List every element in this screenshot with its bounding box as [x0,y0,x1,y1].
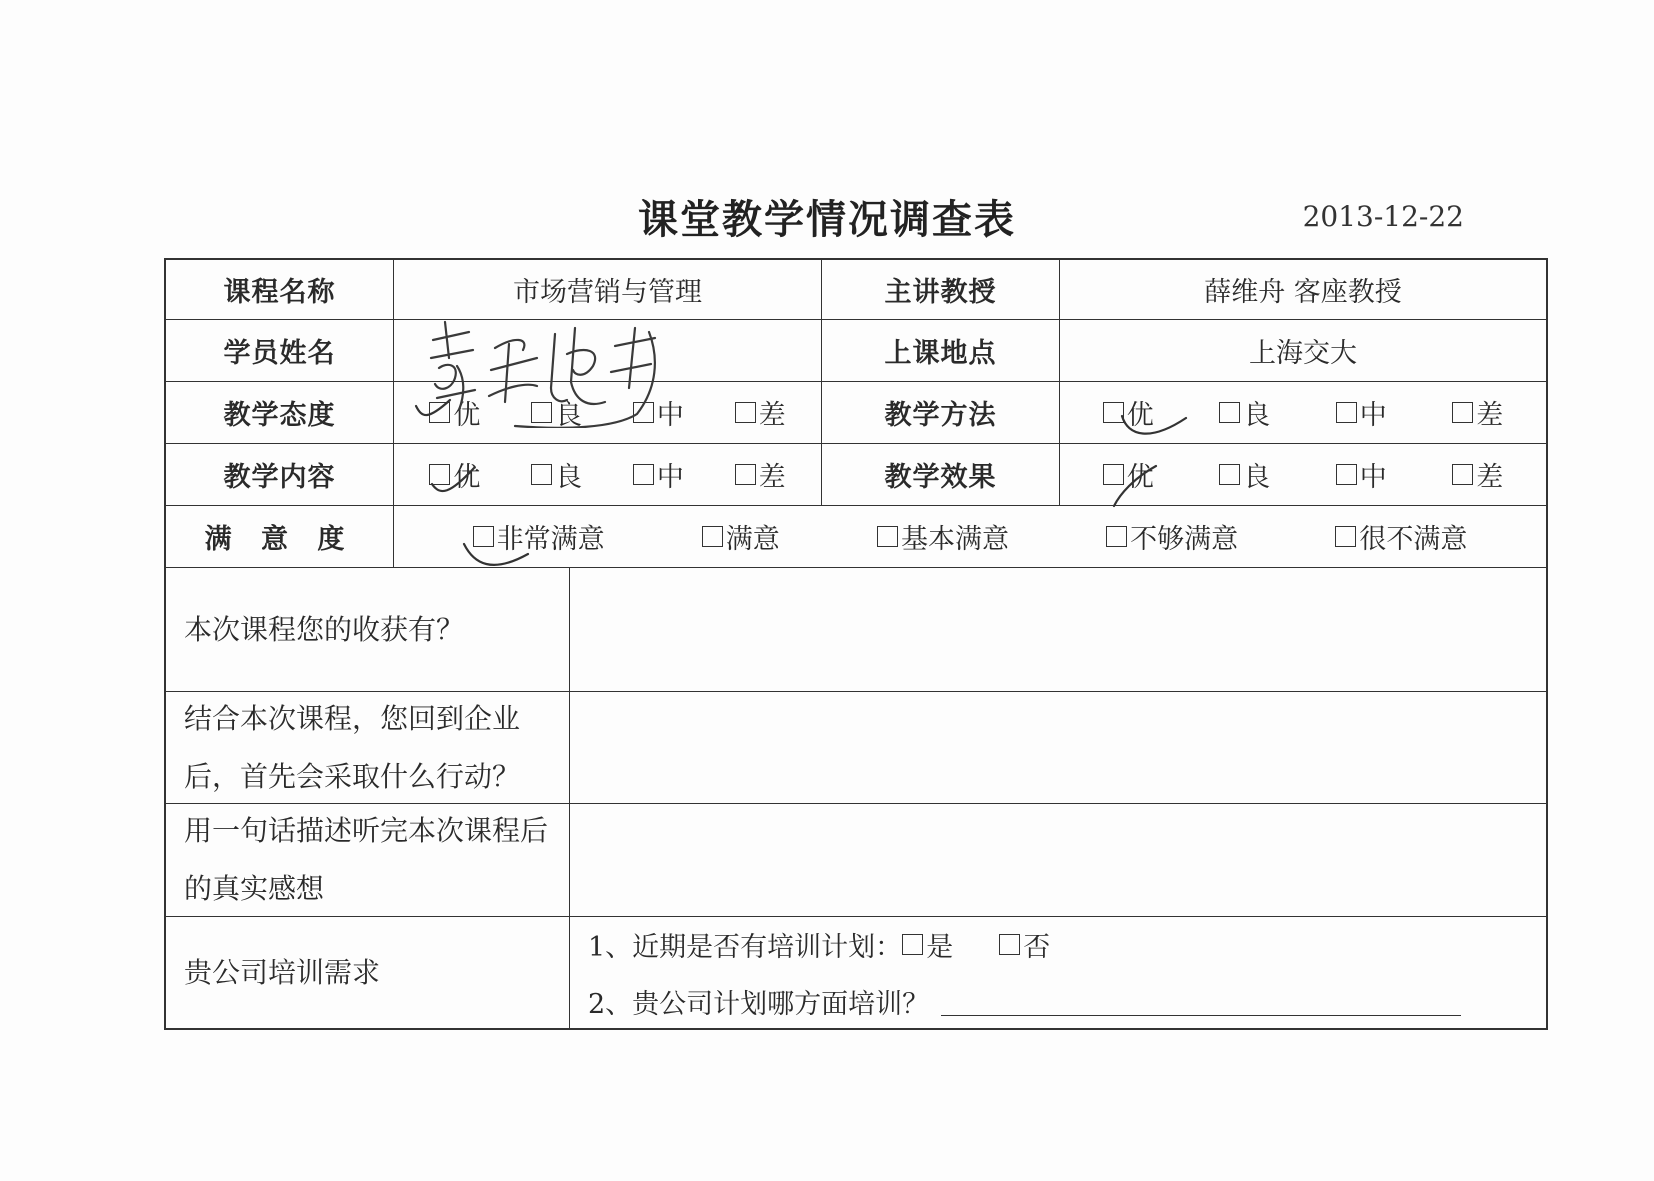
training-question: 贵公司培训需求 [166,917,570,1028]
gains-answer-field[interactable] [570,568,1546,691]
effect-option[interactable]: 差 [1452,455,1503,494]
feeling-question: 用一句话描述听完本次课程后的真实感想 [166,804,570,916]
check-mark-icon [430,466,476,500]
checkbox-icon[interactable] [735,464,756,485]
effect-option[interactable]: 优 [1103,455,1154,494]
training-area-line [588,982,1461,1021]
training-plan-yes[interactable]: 是 [902,925,953,964]
content-option[interactable]: 良 [531,455,582,494]
row-attitude-method [166,382,1546,444]
content-option[interactable]: 优 [429,455,480,494]
checkbox-icon[interactable] [1106,526,1127,547]
checkbox-icon[interactable] [735,402,756,423]
checkbox-icon[interactable] [1336,464,1357,485]
checkbox-icon[interactable] [999,934,1020,955]
method-option[interactable]: 中 [1336,393,1387,432]
effect-option[interactable]: 中 [1336,455,1387,494]
satisfaction-options [394,506,1546,567]
satisfaction-option[interactable]: 基本满意 [877,517,1009,556]
check-mark-icon [462,534,532,574]
row-satisfaction [166,506,1546,568]
checkbox-icon[interactable] [1452,402,1473,423]
attitude-label: 教学态度 [166,382,394,443]
check-mark-icon [414,398,454,422]
content-option[interactable]: 差 [735,455,786,494]
training-plan-no[interactable]: 否 [999,925,1050,964]
training-area-field[interactable] [941,987,1461,1016]
check-mark-icon [1110,464,1160,508]
form-date: 2013-12-22 [1302,200,1464,233]
satisfaction-option[interactable]: 非常满意 [473,517,605,556]
training-plan-line [588,925,1050,964]
checkbox-icon[interactable] [1335,526,1356,547]
effect-option[interactable]: 良 [1219,455,1270,494]
feeling-answer-field[interactable] [570,804,1546,916]
attitude-option[interactable]: 差 [735,393,786,432]
checkbox-icon[interactable] [877,526,898,547]
checkbox-icon[interactable] [1336,402,1357,423]
checkbox-icon[interactable] [702,526,723,547]
location-label: 上课地点 [822,320,1060,381]
training-area-question: 2、贵公司计划哪方面培训？ [588,988,930,1020]
course-label: 课程名称 [166,260,394,319]
content-option[interactable]: 中 [633,455,684,494]
row-feeling [166,804,1546,917]
survey-table [164,258,1548,1030]
lecturer-value[interactable]: 薛维舟 客座教授 [1204,277,1402,308]
location-value[interactable]: 上海交大 [1249,338,1357,369]
gains-question: 本次课程您的收获有？ [166,568,570,691]
effect-label: 教学效果 [822,444,1060,505]
checkbox-icon[interactable] [1219,464,1240,485]
method-label: 教学方法 [822,382,1060,443]
lecturer-label: 主讲教授 [822,260,1060,319]
action-answer-field[interactable] [570,692,1546,803]
attitude-option[interactable]: 优 [429,393,480,432]
checkbox-icon[interactable] [531,464,552,485]
satisfaction-option[interactable]: 满意 [702,517,780,556]
content-label: 教学内容 [166,444,394,505]
handwritten-signature [425,318,705,428]
attitude-option[interactable]: 良 [531,393,582,432]
checkbox-icon[interactable] [1452,464,1473,485]
student-label: 学员姓名 [166,320,394,381]
method-option[interactable]: 良 [1219,393,1270,432]
row-action [166,692,1546,804]
satisfaction-label: 满 意 度 [166,506,394,567]
row-student [166,320,1546,382]
checkbox-icon[interactable] [1219,402,1240,423]
checkbox-icon[interactable] [633,464,654,485]
attitude-option[interactable]: 中 [633,393,684,432]
row-training [166,917,1546,1028]
checkbox-icon[interactable] [902,934,923,955]
training-plan-question: 1、近期是否有培训计划： [588,931,903,963]
method-option[interactable]: 优 [1103,393,1154,432]
satisfaction-option[interactable]: 很不满意 [1335,517,1467,556]
row-course [166,260,1546,320]
action-question: 结合本次课程，您回到企业后，首先会采取什么行动？ [166,692,570,803]
row-content-effect [166,444,1546,506]
check-mark-icon [1120,408,1190,442]
row-gains [166,568,1546,692]
course-value[interactable]: 市场营销与管理 [394,260,822,319]
form-title: 课堂教学情况调查表 [638,197,1016,243]
satisfaction-option[interactable]: 不够满意 [1106,517,1238,556]
method-option[interactable]: 差 [1452,393,1503,432]
training-needs [570,917,1546,1028]
